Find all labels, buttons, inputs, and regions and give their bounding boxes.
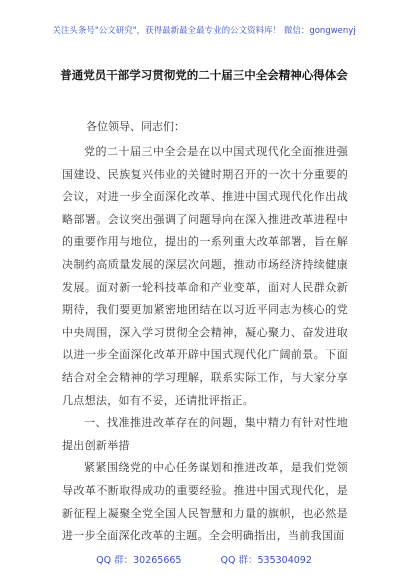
paragraph-section-1: 紧紧围绕党的中心任务谋划和推进改革，是我们党领导改革不断取得成功的重要经验。推进中国式现代化，是新征程上凝聚全党全国人民智慧和力量的旗帜，也必然是进一步全面深化改革的主题。全会明确指出，当前我国面 <box>62 461 348 543</box>
document-body <box>62 141 348 548</box>
header-promo: 关注头条号"公文研究"，获得最新最全最专业的公文资料库！ 微信：gongwenyj <box>52 26 356 36</box>
paragraph-intro: 党的二十届三中全会是在以中国式现代化全面推进强国建设、民族复兴伟业的关键时期召开的一次十分重要的会议，对进一步全面深化改革、推进中国式现代化作出战略部署。会议突出强调了问题导向在深入推进改革进程中的重要作用与地位，提出的一系列重大改革部署，旨在解决制约高质量发展的深层次问题，推动市场经济持续健康发展。面对新一轮科技革命和产业变革，面对人民群众新期待，我们要更加紧密地团结在以习近平同志为核心的党中央周围，深入学习贯彻全会精神，凝心聚力、奋发进取以进一步全面深化改革开辟中国式现代化广阔前景。下面结合对全会精神的学习理解，联系实际工作，与大家分享几点想法，如有不妥，还请批评指正。 <box>62 145 348 407</box>
document-title: 普通党员干部学习贯彻党的二十届三中全会精神心得体会 <box>60 68 348 82</box>
footer-qq-group-1: QQ 群：30265665 <box>96 555 182 566</box>
footer <box>0 552 408 566</box>
footer-qq-group-2: QQ 群：535304092 <box>220 555 312 566</box>
greeting: 各位领导、同志们： <box>86 120 185 133</box>
section-heading-1: 一、找准推进改革存在的问题，集中精力有针对性地提出创新举措 <box>62 416 348 452</box>
